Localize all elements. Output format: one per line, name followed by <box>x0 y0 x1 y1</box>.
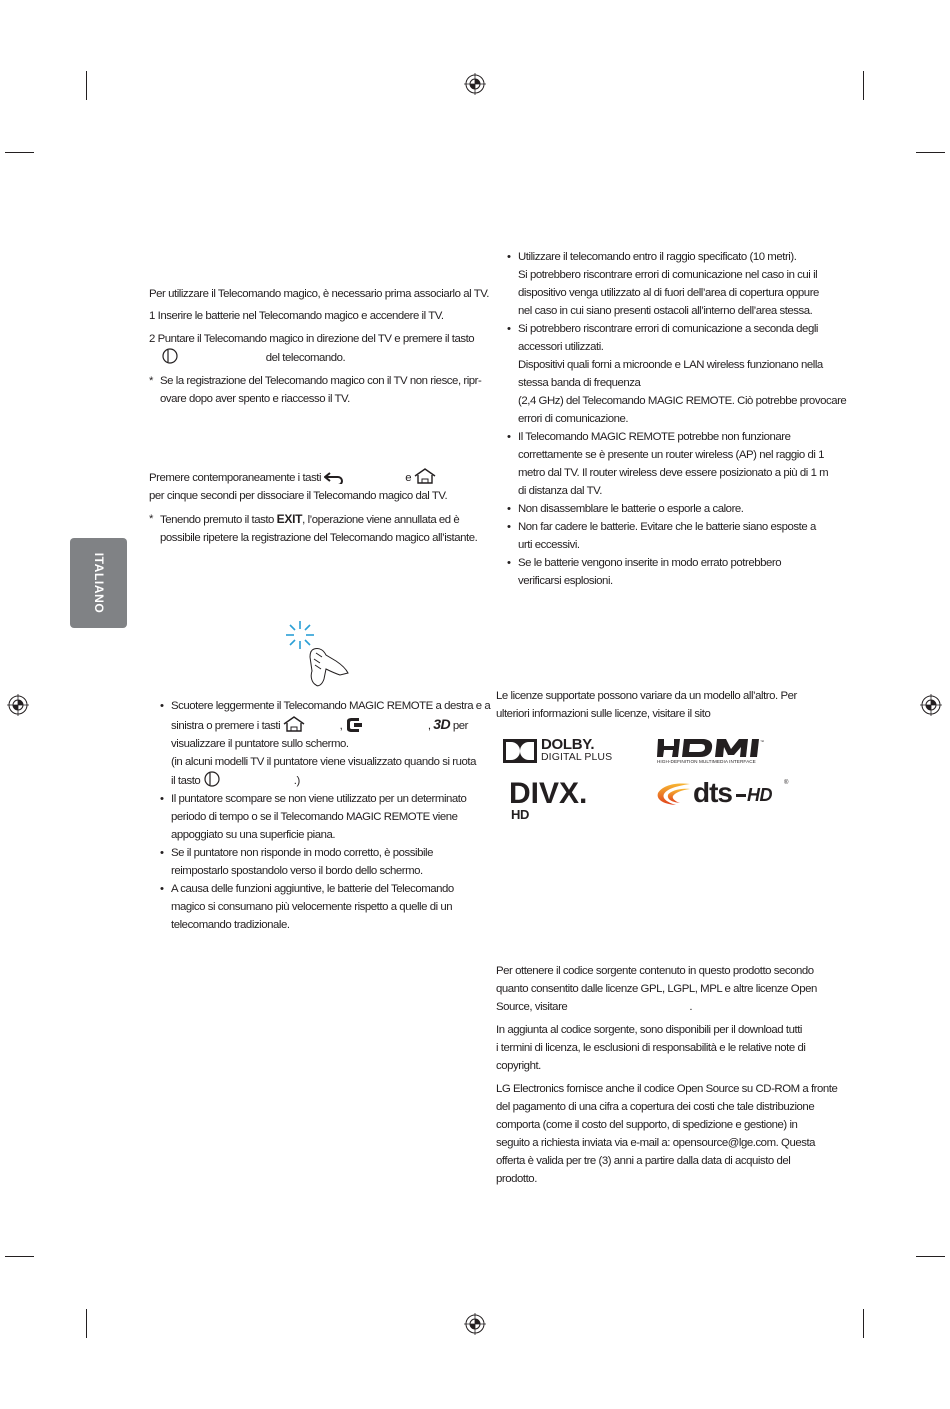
licenses-section <box>496 687 836 723</box>
precaution-line: errori di comunicazione. <box>518 413 629 425</box>
precaution-bullet: • Il Telecomando MAGIC REMOTE potrebbe non funzionare correttamente se è presente un router wireless (AP) nel raggio di 1 metro dal TV. Il router wireless deve essere posizionato a più di 1 m di distanza dal TV. <box>507 428 837 500</box>
hdmi-logo-subtext: HIGH-DEFINITION MULTIMEDIA INTERFACE <box>657 759 756 764</box>
precaution-line: di distanza dal TV. <box>518 485 602 497</box>
open-source-text <box>496 998 836 1016</box>
deregister-line <box>149 468 479 487</box>
pointer-line: Il puntatore scompare se non viene utilizzato per un determinato <box>171 793 467 805</box>
crop-mark <box>916 1256 945 1257</box>
register-step-1: 1 Inserire le batterie nel Telecomando magico e accendere il TV. <box>149 310 444 322</box>
register-intro: Per utilizzare il Telecomando magico, è necessario prima associarlo al TV. <box>149 288 490 300</box>
pointer-line: appoggiato su una superficie piana. <box>171 829 336 841</box>
registration-mark-icon <box>464 1313 486 1335</box>
open-source-text: copyright. <box>496 1060 541 1072</box>
dolby-logo-text: DOLBY. <box>541 736 595 753</box>
open-source-text: comporta (come il costo del supporto, di spedizione e gestione) in <box>496 1119 798 1131</box>
open-source-text: quanto consentito dalle licenze GPL, LGPL, MPL e altre licenze Open <box>496 983 817 995</box>
register-section <box>149 285 490 408</box>
open-source-text: prodotto. <box>496 1173 537 1185</box>
pointer-bullet: • A causa delle funzioni aggiuntive, le batterie del Telecomando magico si consumano più velocemente rispetto a quelle di un telecomando tradizionale. <box>160 880 480 934</box>
deregister-section <box>149 468 479 547</box>
open-source-text-part: . <box>689 1001 693 1013</box>
back-arrow-icon <box>324 472 344 484</box>
register-step-2-cont <box>149 348 479 367</box>
pointer-line: magico si consumano più velocemente rispetto a quelle di un <box>171 901 453 913</box>
precaution-line: stessa banda di frequenza <box>518 377 641 389</box>
deregister-line-2: per cinque secondi per dissociare il Telecomando magico dal TV. <box>149 490 448 502</box>
pointer-text: sinistra o premere i tasti <box>171 720 281 732</box>
hdmi-wordmark-icon <box>656 738 772 758</box>
pointer-text: il tasto <box>171 775 201 787</box>
pointer-line: reimpostarlo spostandolo verso il bordo dello schermo. <box>171 865 423 877</box>
dts-dash <box>736 794 746 797</box>
licenses-text: Le licenze supportate possono variare da un modello all’altro. Per <box>496 690 797 702</box>
registration-mark-icon <box>920 694 942 716</box>
pointer-line: Scuotere leggermente il Telecomando MAGIC REMOTE a destra e a <box>171 700 491 712</box>
register-note-line: Se la registrazione del Telecomando magico con il TV non riesce, ripr- <box>160 375 482 387</box>
pointer-line: (in alcuni modelli TV il puntatore viene visualizzato quando si ruota <box>171 756 476 768</box>
pointer-line: Se il puntatore non risponde in modo corretto, è possibile <box>171 847 434 859</box>
register-note: * Se la registrazione del Telecomando magico con il TV non riesce, ripr- ovare dopo aver spento e riaccesso il TV. <box>149 372 479 408</box>
svg-text:™: ™ <box>760 739 764 744</box>
crop-mark <box>86 1309 87 1338</box>
dts-hd-logo <box>656 777 794 810</box>
pointer-bullet: • Scuotere leggermente il Telecomando MAGIC REMOTE a destra e a sinistra o premere i tasti , , 3D per visualizzare il puntatore sullo schermo. (in alcuni modelli TV il puntatore viene visualizzato quando si ruota il tasto .) <box>160 697 480 790</box>
open-source-text: i termini di licenza, le esclusioni di responsabilità e le relative note di <box>496 1042 806 1054</box>
deregister-note: * Tenendo premuto il tasto EXIT, l’operazione viene annullata ed è possibile ripetere la registrazione del Telecomando magico all’istante. <box>149 510 479 547</box>
register-step-2: 2 Puntare il Telecomando magico in direzione del TV e premere il tasto <box>149 333 475 345</box>
hdmi-logo <box>656 738 774 768</box>
licenses-text: ulteriori informazioni sulle licenze, visitare il sito <box>496 708 711 720</box>
precaution-line: Non disassemblare le batterie o esporle a calore. <box>518 503 744 515</box>
precautions-section <box>507 248 847 590</box>
open-source-text: del pagamento di una cifra a copertura dei costi che tale distribuzione <box>496 1101 815 1113</box>
precaution-bullet: • Se le batterie vengono inserite in modo errato potrebbero verificarsi esplosioni. <box>507 554 837 590</box>
open-source-text: seguito a richiesta inviata via e-mail a: opensource@lge.com. Questa <box>496 1137 816 1149</box>
precaution-line: accessori utilizzati. <box>518 341 604 353</box>
crop-mark <box>5 1256 34 1257</box>
deregister-note-line: possibile ripetere la registrazione del Telecomando magico all’istante. <box>160 532 478 544</box>
precaution-line: Si potrebbero riscontrare errori di comunicazione a seconda degli <box>518 323 818 335</box>
deregister-note-text: , l’operazione viene annullata ed è <box>302 514 460 526</box>
registration-mark-icon <box>464 73 486 95</box>
wheel-button-icon <box>161 348 179 364</box>
dolby-double-d-icon <box>503 739 537 763</box>
register-step-2-end: del telecomando. <box>265 352 346 364</box>
pointer-text: , <box>339 720 343 732</box>
open-source-text: offerta è valida per tre (3) anni a partire dalla data di acquisto del <box>496 1155 791 1167</box>
registration-mark-icon <box>7 694 29 716</box>
input-source-icon <box>345 718 363 732</box>
dts-logo-hd: HD <box>747 785 773 805</box>
precaution-line: metro dal TV. Il router wireless deve essere posizionato a più di 1 m <box>518 467 829 479</box>
precaution-line: dispositivo venga utilizzato al di fuori dell’area di copertura oppure <box>518 287 819 299</box>
precaution-bullet: • Non disassemblare le batterie o esporle a calore. <box>507 500 837 518</box>
exit-button-label: EXIT <box>276 512 303 526</box>
precaution-line: Se le batterie vengono inserite in modo errato potrebbero <box>518 557 782 569</box>
precaution-line: Non far cadere le batterie. Evitare che le batterie siano esposte a <box>518 521 816 533</box>
dts-registered-mark: ® <box>784 780 788 786</box>
open-source-text: Per ottenere il codice sorgente contenuto in questo prodotto secondo <box>496 965 814 977</box>
divx-logo-text: DIVX. <box>509 777 588 810</box>
precaution-line: Si potrebbero riscontrare errori di comunicazione nel caso in cui il <box>518 269 818 281</box>
precaution-line: correttamente se è presente un router wireless (AP) nel raggio di 1 <box>518 449 825 461</box>
language-tab-label: ITALIANO <box>92 552 106 614</box>
register-note-line: ovare dopo aver spento e riaccesso il TV. <box>160 393 350 405</box>
precaution-line: nel caso in cui siano presenti ostacoli all’interno dell’area stessa. <box>518 305 813 317</box>
divx-hd-logo <box>509 777 619 824</box>
dolby-logo <box>503 738 623 764</box>
pointer-line: visualizzare il puntatore sullo schermo. <box>171 738 349 750</box>
pointer-text: .) <box>293 775 300 787</box>
pointer-bullet: • Il puntatore scompare se non viene utilizzato per un determinato periodo di tempo o se il Telecomando MAGIC REMOTE viene appoggiato su una superficie piana. <box>160 790 480 844</box>
crop-mark <box>86 71 87 100</box>
precaution-line: urti eccessivi. <box>518 539 580 551</box>
dts-swoosh-icon <box>656 781 692 807</box>
pointer-line: A causa delle funzioni aggiuntive, le batterie del Telecomando <box>171 883 454 895</box>
precaution-line: (2,4 GHz) del Telecomando MAGIC REMOTE. Ciò potrebbe provocare <box>518 395 847 407</box>
crop-mark <box>863 71 864 100</box>
dts-logo-text: dts <box>693 777 732 808</box>
shake-remote-illustration <box>280 617 352 689</box>
precaution-bullet: • Utilizzare il telecomando entro il raggio specificato (10 metri). Si potrebbero riscontrare errori di comunicazione nel caso in cui il dispositivo venga utilizzato al di fuori dell’area di copertura oppure nel caso in cui siano presenti ostacoli all’interno dell’area stessa. <box>507 248 837 320</box>
deregister-text: Premere contemporaneamente i tasti <box>149 472 322 484</box>
pointer-line: telecomando tradizionale. <box>171 919 290 931</box>
crop-mark <box>863 1309 864 1338</box>
precaution-line: verificarsi esplosioni. <box>518 575 613 587</box>
pointer-section <box>160 697 491 934</box>
wheel-button-icon <box>203 771 221 787</box>
precaution-line: Utilizzare il telecomando entro il raggio specificato (10 metri). <box>518 251 797 263</box>
deregister-note-text: Tenendo premuto il tasto <box>160 514 274 526</box>
precaution-line: Il Telecomando MAGIC REMOTE potrebbe non funzionare <box>518 431 791 443</box>
pointer-text: per <box>452 720 468 732</box>
home-icon <box>283 716 305 732</box>
pointer-line <box>171 771 480 790</box>
home-icon <box>414 468 436 484</box>
precaution-bullet: • Si potrebbero riscontrare errori di comunicazione a seconda degli accessori utilizzati. Dispositivi quali forni a microonde e LAN wireless funzionano nella stessa banda di frequenza (2,4 GHz) del Telecomando MAGIC REMOTE. Ciò potrebbe provocare errori di comunicazione. <box>507 320 837 428</box>
pointer-bullet: • Se il puntatore non risponde in modo corretto, è possibile reimpostarlo spostandolo verso il bordo dello schermo. <box>160 844 480 880</box>
pointer-text: , <box>427 720 431 732</box>
pointer-line <box>171 715 480 735</box>
divx-logo-hd: HD <box>511 807 529 822</box>
open-source-text: LG Electronics fornisce anche il codice Open Source su CD-ROM a fronte <box>496 1083 838 1095</box>
precaution-line: Dispositivi quali forni a microonde e LAN wireless funzionano nella <box>518 359 823 371</box>
open-source-section <box>496 962 836 1188</box>
language-tab <box>70 538 127 628</box>
crop-mark <box>916 152 945 153</box>
crop-mark <box>5 152 34 153</box>
precaution-bullet: • Non far cadere le batterie. Evitare che le batterie siano esposte a urti eccessivi. <box>507 518 837 554</box>
dolby-logo-subtext: DIGITAL PLUS <box>541 751 613 763</box>
open-source-text-part: Source, visitare <box>496 1001 568 1013</box>
pointer-line: periodo di tempo o se il Telecomando MAGIC REMOTE viene <box>171 811 458 823</box>
deregister-text: e <box>405 472 412 484</box>
open-source-text: In aggiunta al codice sorgente, sono disponibili per il download tutti <box>496 1024 803 1036</box>
3d-button-label: 3D <box>433 716 451 732</box>
